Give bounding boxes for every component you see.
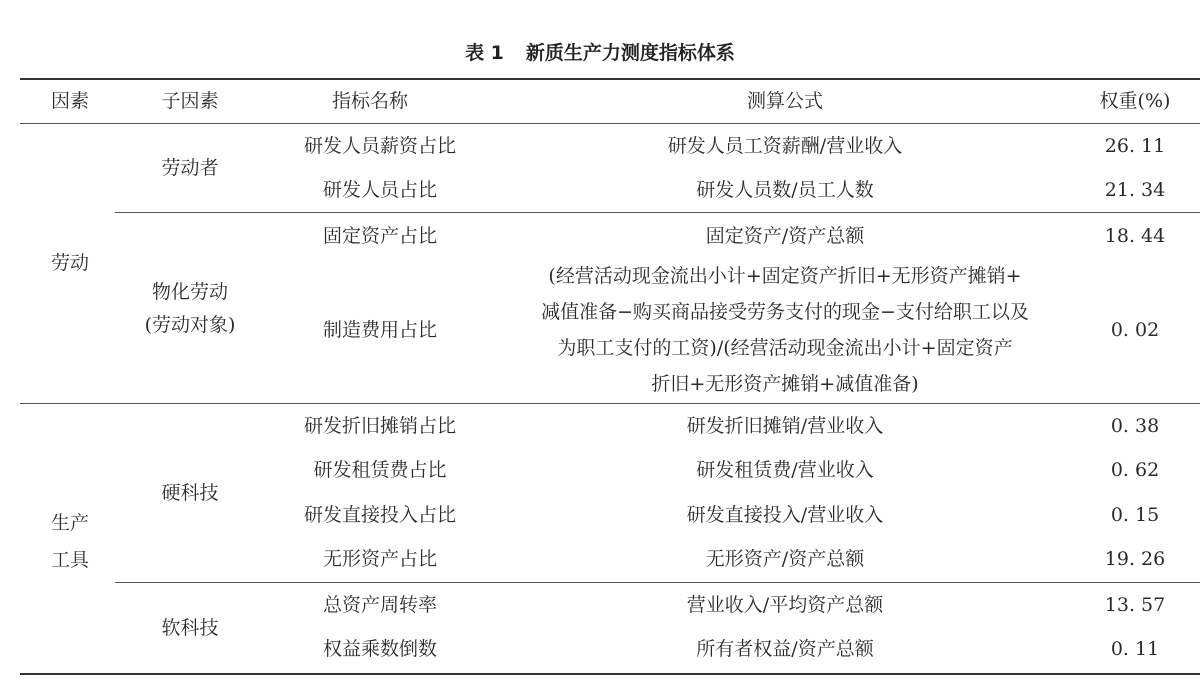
bottom-rule: [20, 673, 1200, 675]
factor-line: 工具: [50, 549, 89, 571]
subfactor-line: (劳动对象): [144, 314, 236, 337]
indicator-cell: 研发折旧摊销占比: [303, 415, 456, 437]
header-formula: 测算公式: [746, 90, 823, 112]
table-title: 新质生产力测度指标体系: [525, 42, 735, 64]
formula-cell: 研发人员数/员工人数: [696, 179, 874, 201]
indicator-cell: 研发租赁费占比: [313, 459, 447, 481]
subfactor-materialized-labor: [120, 276, 260, 342]
formula-cell: 营业收入/平均资产总额: [686, 594, 884, 616]
weight-cell: 18. 44: [1104, 225, 1166, 247]
weight-cell: 0. 15: [1110, 504, 1160, 526]
indicator-cell: 研发人员占比: [322, 179, 437, 201]
header-factor: 因素: [50, 90, 89, 112]
header-indicator: 指标名称: [331, 90, 408, 112]
indicator-cell: 权益乘数倒数: [322, 638, 437, 660]
weight-cell: 19. 26: [1104, 548, 1166, 570]
indicator-cell: 研发直接投入占比: [303, 504, 456, 526]
table-number: 表 1: [465, 42, 504, 64]
indicator-cell: 无形资产占比: [322, 548, 437, 570]
factor-line: 生产: [50, 512, 89, 534]
indicator-cell: 固定资产占比: [322, 225, 437, 247]
indicator-cell: 制造费用占比: [322, 319, 437, 341]
formula-cell: 所有者权益/资产总额: [696, 638, 874, 660]
formula-cell: 无形资产/资产总额: [705, 548, 865, 570]
factor-labor: 劳动: [50, 252, 89, 274]
subfactor-soft-tech: 软科技: [161, 617, 219, 639]
formula-line: 减值准备−购买商品接受劳务支付的现金−支付给职工以及: [541, 301, 1029, 323]
subfactor-laborer: 劳动者: [161, 157, 219, 179]
indicator-cell: 研发人员薪资占比: [303, 135, 456, 157]
weight-cell: 0. 62: [1110, 459, 1160, 481]
formula-line: 为职工支付的工资)/(经营活动现金流出小计+固定资产: [557, 337, 1013, 359]
weight-cell: 0. 11: [1110, 638, 1160, 660]
weight-cell: 0. 02: [1110, 319, 1160, 341]
formula-line: (经营活动现金流出小计+固定资产折旧+无形资产摊销+: [548, 265, 1022, 287]
weight-cell: 0. 38: [1110, 415, 1160, 437]
weight-cell: 13. 57: [1104, 594, 1166, 616]
factor-production-tools: [20, 505, 120, 579]
header-subfactor: 子因素: [161, 90, 219, 112]
table-caption: [0, 40, 1200, 66]
formula-cell: 研发人员工资薪酬/营业收入: [667, 135, 903, 157]
formula-line: 折旧+无形资产摊销+减值准备): [651, 373, 919, 395]
subfactor-hard-tech: 硬科技: [161, 482, 219, 504]
subfactor-line: 物化劳动: [151, 281, 228, 303]
weight-cell: 21. 34: [1104, 179, 1166, 201]
header-weight: 权重(%): [1099, 90, 1171, 112]
formula-cell: 研发直接投入/营业收入: [686, 504, 884, 526]
formula-cell: 固定资产/资产总额: [705, 225, 865, 247]
formula-cell: 研发折旧摊销/营业收入: [686, 415, 884, 437]
indicator-cell: 总资产周转率: [322, 594, 437, 616]
formula-cell-multiline: [470, 258, 1100, 402]
formula-cell: 研发租赁费/营业收入: [696, 459, 874, 481]
weight-cell: 26. 11: [1104, 135, 1166, 157]
